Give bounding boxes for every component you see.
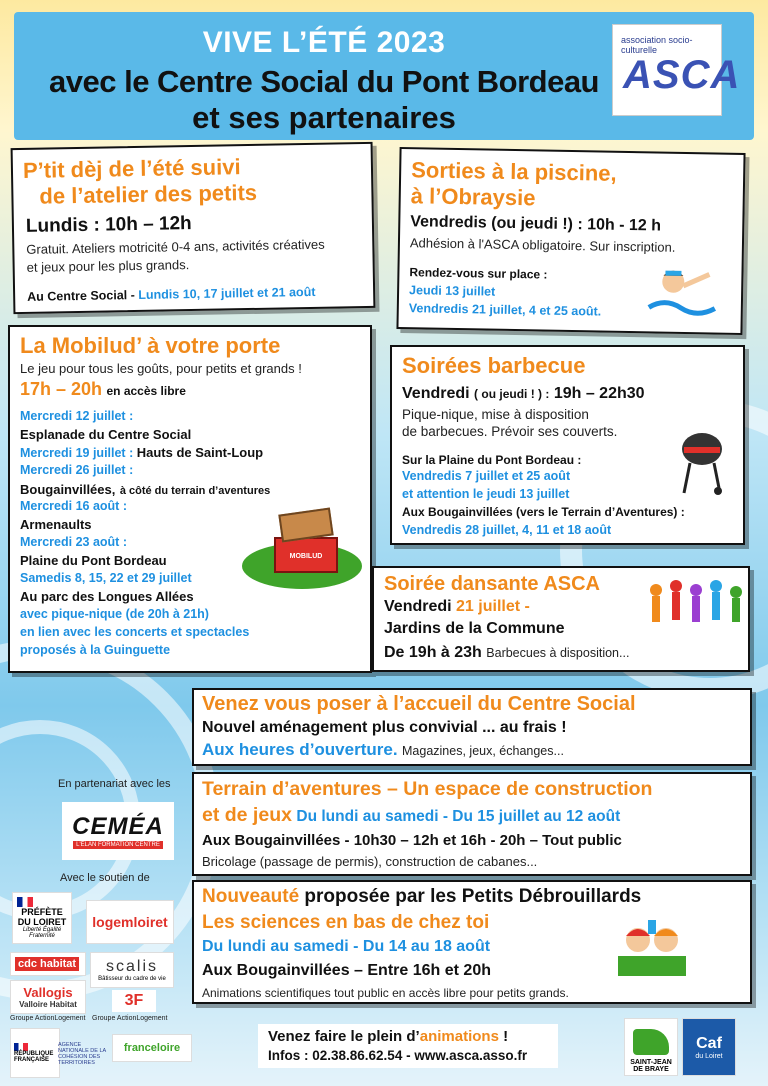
ptit-dej-desc2: et jeux pour les plus grands.: [26, 257, 190, 275]
mobilud-box: [8, 325, 372, 673]
mobilud-p9: proposés à la Guinguette: [20, 643, 171, 657]
piscine-date2: Vendredis 21 juillet, 4 et 25 août.: [408, 301, 602, 319]
barbecue-p2: Aux Bougainvillées (vers le Terrain d’Aventures) :: [402, 505, 685, 519]
mobilud-time: 17h – 20h: [20, 379, 103, 399]
header-line1: VIVE L’ÉTÉ 2023: [202, 26, 446, 59]
mobilud-time-note: en accès libre: [106, 384, 186, 398]
accueil-title: Venez vous poser à l’accueil du Centre Social: [202, 693, 636, 715]
footer-l1a: Venez faire le plein d’: [268, 1028, 420, 1045]
science-kids-icon: [614, 916, 690, 980]
cemea-text: CEMÉA: [72, 813, 164, 840]
piscine-title2: à l’Obraysie: [410, 183, 536, 211]
mobilud-d4: Mercredi 16 août :: [20, 499, 127, 513]
mobilud-p3: Bougainvillées,: [20, 482, 116, 497]
saintjean-text: SAINT-JEAN DE BRAYE: [630, 1059, 672, 1073]
mobilud-d1: Mercredi 12 juillet :: [20, 409, 134, 423]
swimmer-icon: [645, 261, 726, 322]
soutien-label: Avec le soutien de: [60, 872, 150, 884]
scalis-text: scalis: [105, 958, 158, 975]
accueil-l1: Nouvel aménagement plus convivial ... au frais !: [202, 719, 567, 736]
header-line3: et ses partenaires: [192, 100, 456, 135]
vallogis-logo: [10, 980, 86, 1014]
scalis-sub: Bâtisseur du cadre de vie: [98, 976, 166, 982]
piscine-box: [396, 147, 745, 335]
prefete-sub: Liberté Égalité Fraternité: [22, 927, 62, 939]
terrain-l2: Bricolage (passage de permis), construction de cabanes...: [202, 854, 538, 869]
ptit-dej-dates: Lundis 10, 17 juillet et 21 août: [138, 284, 316, 302]
ptit-dej-day: Lundis: [25, 214, 89, 237]
ptit-dej-desc1: Gratuit. Ateliers motricité 0-4 ans, activités créatives: [26, 236, 325, 257]
cemea-logo: [62, 802, 174, 860]
ptit-dej-title2: de l’atelier des petits: [39, 179, 258, 209]
terrain-box: [192, 772, 752, 876]
mobilud-d6: Samedis 8, 15, 22 et 29 juillet: [20, 571, 192, 585]
mobilud-p8: en lien avec les concerts et spectacles: [20, 625, 250, 639]
mobilud-bus-illustration: [242, 503, 362, 595]
mobilud-d5: Mercredi 23 août :: [20, 535, 127, 549]
republique-text: RÉPUBLIQUE FRANÇAISE: [14, 1051, 54, 1063]
barbecue-p1: Sur la Plaine du Pont Bordeau :: [402, 453, 582, 467]
anct-logo: [58, 1030, 108, 1078]
dancers-icon: [642, 574, 746, 642]
3f-text: 3F: [124, 992, 144, 1009]
prefete-logo: [12, 892, 72, 944]
dansante-l1a: Vendredi: [384, 598, 452, 615]
footer-l2: Infos : 02.38.86.62.54 - www.asca.asso.fr: [268, 1048, 528, 1063]
dansante-l3: De 19h à 23h: [384, 644, 482, 661]
nouveaute-l2: Animations scientifiques tout public en accès libre pour petits grands.: [202, 986, 569, 1000]
caf-sub: du Loiret: [695, 1052, 723, 1060]
caf-text: Caf: [696, 1034, 722, 1052]
piscine-rdv: Rendez-vous sur place :: [409, 265, 548, 282]
partenariat-label: En partenariat avec les: [58, 778, 171, 790]
footer-l1b: animations: [419, 1028, 499, 1045]
mobilud-d3: Mercredi 26 juillet :: [20, 463, 134, 477]
barbecue-box: [390, 345, 745, 545]
piscine-desc: Adhésion à l'ASCA obligatoire. Sur inscription.: [409, 235, 676, 255]
nouveaute-dates: Du lundi au samedi - Du 14 au 18 août: [202, 938, 491, 955]
3f-logo: [112, 990, 156, 1012]
franceloire-logo: [112, 1034, 192, 1062]
dansante-l2: Jardins de la Commune: [384, 620, 565, 637]
cemea-sub: L'ÉLAN FORMATION CENTRE: [73, 841, 163, 849]
caf-logo: [682, 1018, 736, 1076]
barbecue-time2: ( ou jeudi ! ) :: [474, 387, 550, 401]
terrain-l1: Aux Bougainvillées - 10h30 – 12h et 16h - 20h – Tout public: [202, 832, 622, 849]
logemloiret-logo: [86, 900, 174, 944]
accueil-box: [192, 688, 752, 766]
mobilud-p7: avec pique-nique (de 20h à 21h): [20, 607, 209, 621]
dansante-l3b: Barbecues à disposition...: [486, 646, 630, 660]
bus-label: MOBILUD: [289, 553, 323, 560]
mobilud-p4: Armenaults: [20, 517, 92, 532]
piscine-date1: Jeudi 13 juillet: [408, 283, 496, 299]
ptit-dej-title1: P’tit dèj de l’été suivi: [22, 154, 241, 183]
mobilud-p5: Plaine du Pont Bordeau: [20, 553, 167, 568]
accueil-l2b: Magazines, jeux, échanges...: [402, 744, 564, 758]
mobilud-p6: Au parc des Longues Allées: [20, 589, 194, 604]
barbecue-time1: Vendredi: [402, 385, 470, 402]
logemloiret-text: logemloiret: [92, 914, 168, 930]
groupe-action-1: Groupe ActionLogement: [10, 1015, 86, 1022]
asca-logo-small: association socio-culturelle: [621, 35, 693, 55]
barbecue-title: Soirées barbecue: [402, 353, 586, 378]
ptit-dej-time: : 10h – 12h: [93, 213, 192, 236]
cdc-logo: [10, 952, 86, 976]
anct-text: AGENCE NATIONALE DE LA COHÉSION DES TERRITOIRES: [58, 1042, 106, 1066]
nouveaute-sub: Les sciences en bas de chez toi: [202, 912, 490, 933]
dansante-l1b: 21 juillet -: [456, 598, 530, 615]
piscine-time: Vendredis (ou jeudi !) : 10h - 12 h: [410, 213, 662, 235]
barbecue-icon: [678, 427, 726, 497]
barbecue-time3: 19h – 22h30: [553, 385, 645, 402]
barbecue-desc1: Pique-nique, mise à disposition: [402, 407, 589, 422]
barbecue-d3: Vendredis 28 juillet, 4, 11 et 18 août: [402, 523, 612, 537]
accueil-l2: Aux heures d’ouverture.: [202, 740, 398, 759]
footer-l1c: !: [503, 1028, 509, 1045]
dansante-box: [372, 566, 750, 672]
mobilud-d2: Mercredi 19 juillet :: [20, 446, 134, 460]
scalis-logo: [90, 952, 174, 988]
mobilud-p3b: à côté du terrain d’aventures: [119, 485, 271, 497]
barbecue-d2: et attention le jeudi 13 juillet: [402, 487, 570, 501]
prefete-text: PRÉFÈTE DU LOIRET: [17, 907, 67, 927]
saintjean-logo: [624, 1018, 678, 1076]
groupe-action-2: Groupe ActionLogement: [92, 1015, 168, 1022]
mobilud-p2: Hauts de Saint-Loup: [136, 445, 264, 460]
ptit-dej-place: Au Centre Social -: [27, 288, 135, 304]
mobilud-title: La Mobilud’ à votre porte: [20, 333, 281, 358]
terrain-title2: et de jeux: [202, 804, 292, 826]
terrain-title1: Terrain d’aventures – Un espace de construction: [202, 778, 653, 800]
mobilud-desc: Le jeu pour tous les goûts, pour petits et grands !: [20, 361, 302, 376]
vallogis-text: Vallogis: [23, 985, 73, 1000]
barbecue-desc2: de barbecues. Prévoir ses couverts.: [402, 424, 618, 439]
ptit-dej-box: [11, 142, 376, 314]
dansante-title: Soirée dansante ASCA: [384, 573, 600, 595]
republique-logo: [10, 1028, 60, 1078]
nouveaute-l1: Aux Bougainvillées – Entre 16h et 20h: [202, 962, 491, 979]
asca-logo-text: ASCA: [623, 53, 741, 97]
cdc-text: cdc habitat: [15, 957, 79, 971]
vallogis-sub: Valloire Habitat: [19, 1000, 77, 1009]
barbecue-d1: Vendredis 7 juillet et 25 août: [402, 469, 571, 483]
header-line2: avec le Centre Social du Pont Bordeau: [49, 64, 599, 99]
nouveaute-title-b: proposée par les Petits Débrouillards: [304, 886, 642, 907]
terrain-dates: Du lundi au samedi - Du 15 juillet au 12 août: [296, 808, 621, 825]
piscine-title1: Sorties à la piscine,: [411, 157, 617, 186]
nouveaute-title-a: Nouveauté: [202, 886, 300, 907]
franceloire-text: franceloire: [123, 1042, 181, 1054]
mobilud-p1: Esplanade du Centre Social: [20, 427, 192, 442]
asca-logo: [612, 24, 741, 116]
nouveaute-box: [192, 880, 752, 1004]
